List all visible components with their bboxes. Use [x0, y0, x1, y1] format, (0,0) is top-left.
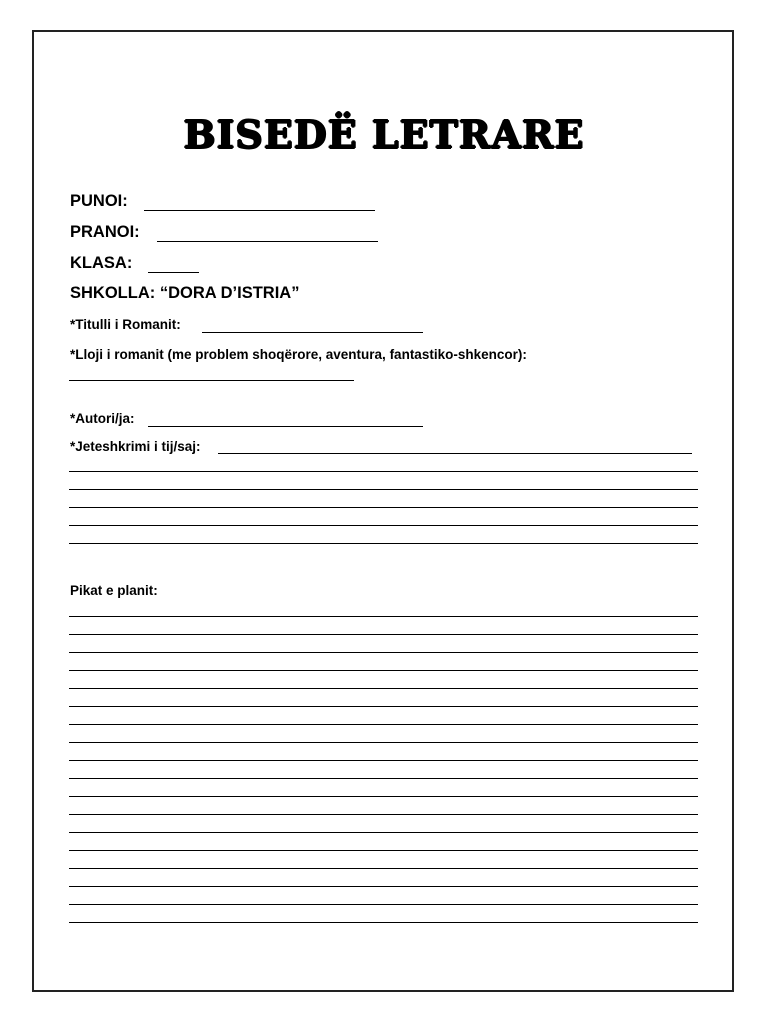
klasa-label: KLASA: [70, 254, 133, 272]
plan-line[interactable] [69, 760, 698, 761]
jeteshkrimi-line[interactable] [69, 525, 698, 526]
autori-blank[interactable] [148, 426, 423, 427]
autori-label: *Autori/ja: [70, 411, 135, 426]
plan-line[interactable] [69, 886, 698, 887]
pranoi-blank[interactable] [157, 241, 378, 242]
punoi-label: PUNOI: [70, 192, 128, 210]
klasa-blank[interactable] [148, 272, 199, 273]
page-title: BISEDË LETRARE [183, 112, 585, 157]
titulli-blank[interactable] [202, 332, 423, 333]
pikat-label: Pikat e planit: [70, 583, 158, 598]
lloji-blank[interactable] [69, 380, 354, 381]
jeteshkrimi-line[interactable] [69, 543, 698, 544]
jeteshkrimi-line[interactable] [69, 489, 698, 490]
plan-line[interactable] [69, 616, 698, 617]
plan-line[interactable] [69, 670, 698, 671]
page-border [32, 30, 734, 992]
plan-line[interactable] [69, 814, 698, 815]
jeteshkrimi-blank[interactable] [218, 453, 692, 454]
jeteshkrimi-line[interactable] [69, 471, 698, 472]
titulli-label: *Titulli i Romanit: [70, 317, 181, 332]
plan-line[interactable] [69, 706, 698, 707]
plan-line[interactable] [69, 634, 698, 635]
plan-line[interactable] [69, 778, 698, 779]
plan-line[interactable] [69, 724, 698, 725]
shkolla-label: SHKOLLA: “DORA D’ISTRIA” [70, 284, 300, 302]
jeteshkrimi-label: *Jeteshkrimi i tij/saj: [70, 439, 201, 454]
plan-line[interactable] [69, 688, 698, 689]
plan-line[interactable] [69, 868, 698, 869]
plan-line[interactable] [69, 652, 698, 653]
plan-line[interactable] [69, 850, 698, 851]
pranoi-label: PRANOI: [70, 223, 140, 241]
plan-line[interactable] [69, 796, 698, 797]
punoi-blank[interactable] [144, 210, 375, 211]
plan-line[interactable] [69, 922, 698, 923]
jeteshkrimi-line[interactable] [69, 507, 698, 508]
plan-line[interactable] [69, 904, 698, 905]
plan-line[interactable] [69, 832, 698, 833]
lloji-label: *Lloji i romanit (me problem shoqërore, aventura, fantastiko-shkencor): [70, 347, 527, 362]
plan-line[interactable] [69, 742, 698, 743]
